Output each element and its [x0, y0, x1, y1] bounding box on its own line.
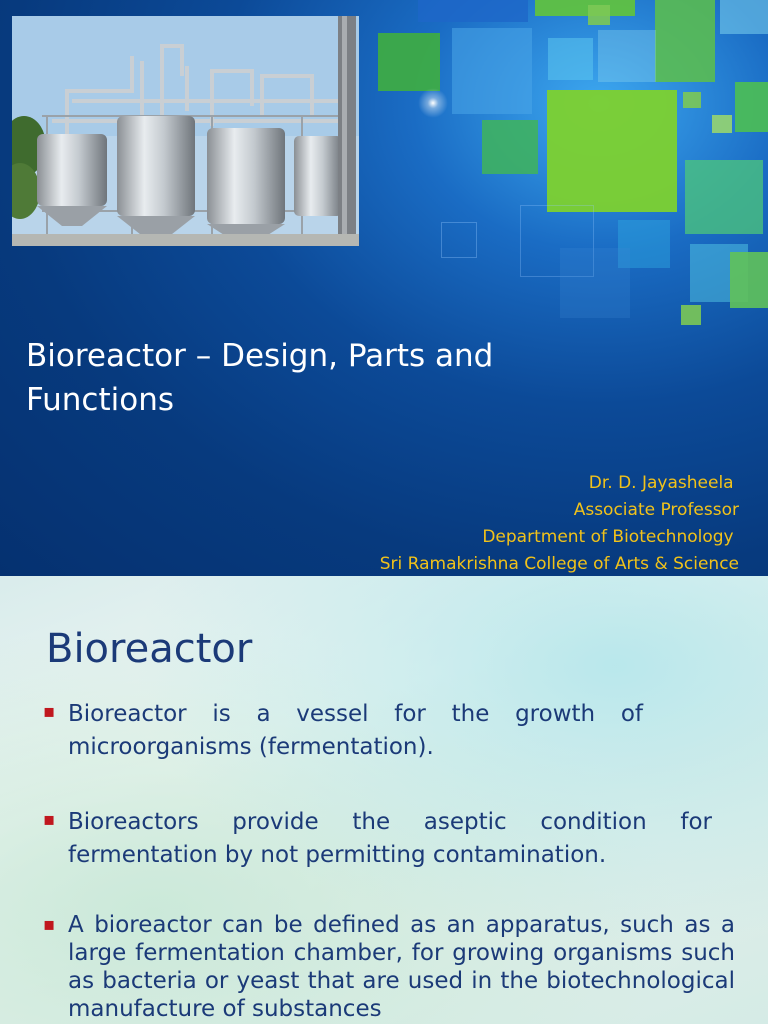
decorative-square [735, 82, 768, 132]
author-position: Associate Professor [573, 500, 739, 520]
author-block [380, 470, 739, 576]
decorative-square [598, 30, 656, 82]
decorative-square [683, 92, 701, 108]
author-name: Dr. D. Jayasheela [588, 473, 739, 493]
decorative-square [655, 0, 715, 82]
author-institution: Sri Ramakrishna College of Arts & Science [379, 554, 739, 574]
bullet-square-icon: ▪ [43, 701, 56, 722]
decorative-square [730, 252, 768, 308]
bullet-item [43, 806, 735, 872]
decorative-square [685, 160, 763, 234]
bullet-text: Bioreactor is a vessel for the growth of microorganisms (fermentation). [68, 701, 643, 760]
decorative-square [720, 0, 768, 34]
decorative-square [588, 5, 610, 25]
decorative-square [535, 0, 635, 16]
bullet-text: A bioreactor can be defined as an apparatus, such as a large fermentation chamber, for growing organisms such as bacteria or yeast that are used in the biotechnological manufacture of substances [68, 912, 735, 1022]
content-slide [0, 576, 768, 1024]
decorative-square [441, 222, 477, 258]
presentation-title: Bioreactor – Design, Parts and Functions [26, 338, 494, 418]
decorative-square [560, 248, 630, 318]
decorative-square [548, 38, 593, 80]
bullet-text: Bioreactors provide the aseptic condition for fermentation by not permitting contamination. [68, 809, 712, 868]
author-department: Department of Biotechnology [482, 527, 739, 547]
bullet-square-icon: ▪ [43, 914, 56, 935]
decorative-square [681, 305, 701, 325]
bioreactor-plant-photo [12, 16, 359, 246]
slide-title: Bioreactor [46, 626, 253, 672]
decorative-square [418, 0, 528, 22]
decorative-square [547, 90, 677, 212]
bullet-item [43, 911, 735, 1023]
decorative-square [452, 28, 532, 114]
bullet-square-icon: ▪ [43, 809, 56, 830]
decorative-square [712, 115, 732, 133]
decorative-square [378, 33, 440, 91]
bullet-item [43, 698, 735, 764]
decorative-square [482, 120, 538, 174]
decorative-star [418, 88, 448, 118]
